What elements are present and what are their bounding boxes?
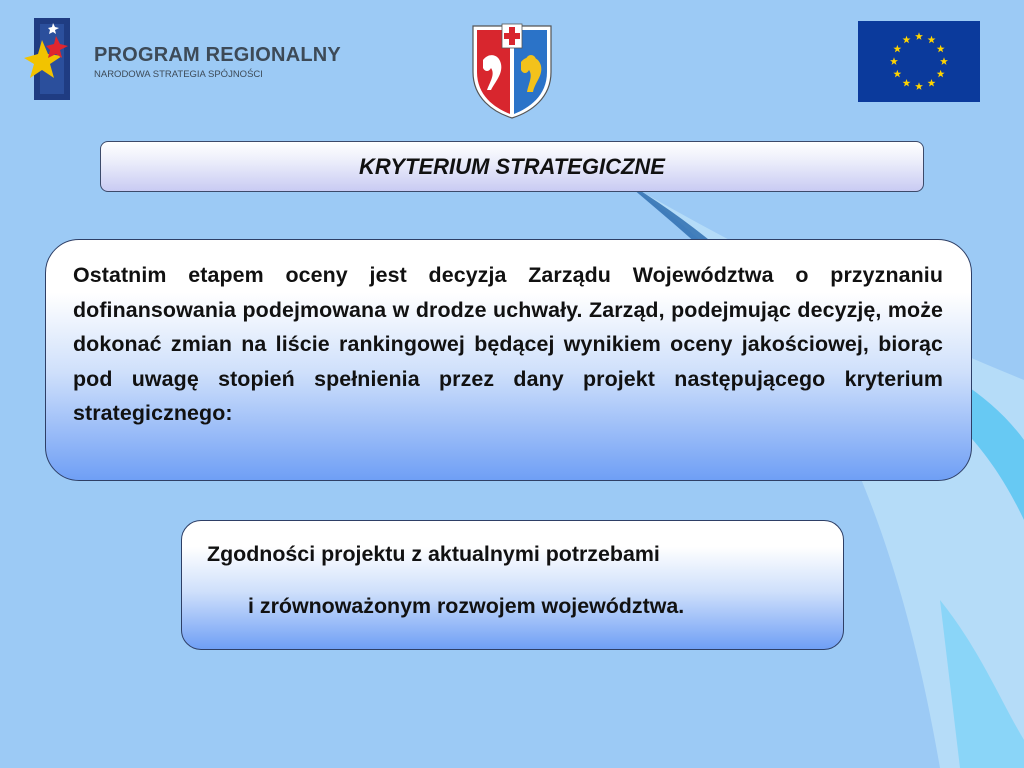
title-bar: [100, 141, 924, 192]
program-regionalny-logo: [18, 14, 358, 104]
coat-of-arms-icon: [469, 20, 555, 120]
program-subtitle: NARODOWA STRATEGIA SPÓJNOŚCI: [94, 69, 263, 80]
slide-title: KRYTERIUM STRATEGICZNE: [359, 153, 665, 179]
program-title: PROGRAM REGIONALNY: [94, 44, 341, 66]
description-text: Ostatnim etapem oceny jest decyzja Zarządu Województwa o przyznaniu dofinansowania podejmowana w drodze uchwały. Zarząd, podejmując decyzję, może dokonać zmian na liście rankingowej będącej wynikiem oceny jakościowej, biorąc pod uwagę stopień spełnienia przez dany projekt następującego kryterium strategicznego:: [73, 263, 943, 425]
criterion-box: [181, 520, 844, 650]
criterion-line-1: Zgodności projektu z aktualnymi potrzebami: [207, 542, 660, 566]
program-regionalny-logo-icon: [18, 14, 78, 104]
description-box: [45, 239, 972, 481]
eu-flag-icon: [858, 21, 980, 102]
criterion-line-2: i zrównoważonym rozwojem województwa.: [248, 594, 685, 618]
